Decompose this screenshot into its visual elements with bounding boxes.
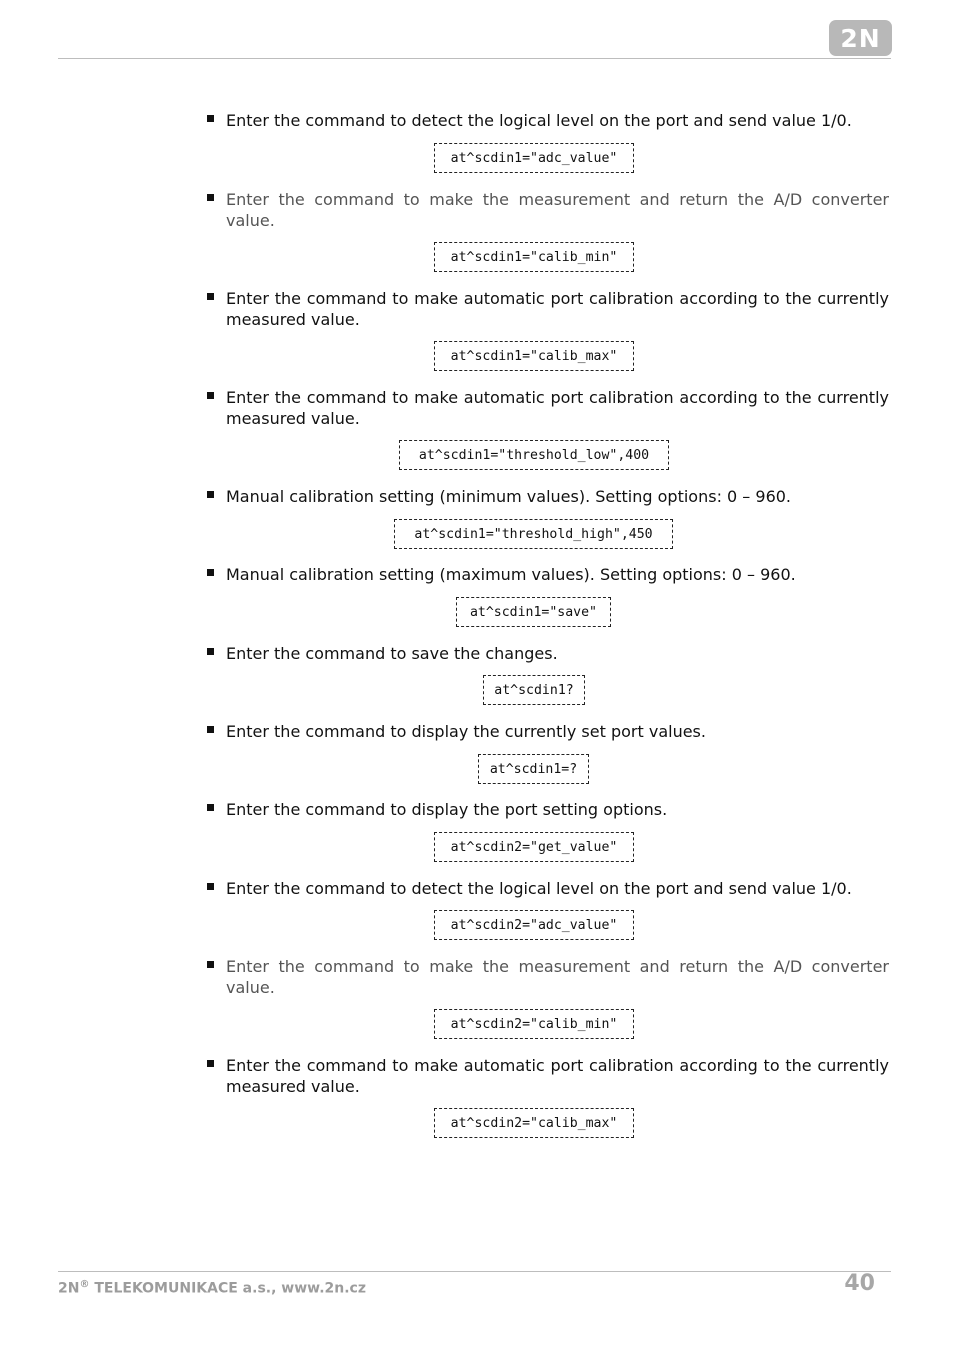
bullet-text: Enter the command to make the measurement and return the A/D converter value. — [226, 190, 889, 230]
command-box: at^scdin1=? — [478, 754, 589, 784]
bullet-marker — [207, 293, 214, 300]
command-box: at^scdin1="threshold_low",400 — [399, 440, 669, 470]
bullet-marker — [207, 1060, 214, 1067]
bullet-marker — [207, 392, 214, 399]
bullet-text: Enter the command to detect the logical level on the port and send value 1/0. — [226, 111, 852, 130]
bullet-text: Enter the command to make automatic port calibration according to the currently measured value. — [226, 1056, 889, 1096]
footer-company — [58, 1279, 366, 1297]
bullet-marker — [207, 569, 214, 576]
bullet-text: Enter the command to make automatic port calibration according to the currently measured value. — [226, 388, 889, 428]
bullet-text: Enter the command to detect the logical level on the port and send value 1/0. — [226, 879, 852, 898]
command-box: at^scdin2="adc_value" — [434, 910, 634, 940]
bullet-text: Enter the command to display the currently set port values. — [226, 722, 706, 741]
page-number: 40 — [844, 1271, 875, 1296]
footer-divider — [58, 1271, 891, 1272]
bullet-text: Enter the command to make the measurement and return the A/D converter value. — [226, 957, 889, 997]
command-box: at^scdin2="get_value" — [434, 832, 634, 862]
command-box: at^scdin2="calib_min" — [434, 1009, 634, 1039]
bullet-text: Manual calibration setting (maximum values). Setting options: 0 – 960. — [226, 565, 796, 584]
command-box: at^scdin1="save" — [456, 597, 611, 627]
logo-text: 2N — [840, 23, 881, 53]
bullet-text: Enter the command to make automatic port calibration according to the currently measured value. — [226, 289, 889, 329]
bullet-marker — [207, 961, 214, 968]
bullet-text: Enter the command to display the port setting options. — [226, 800, 668, 819]
registered-mark: ® — [79, 1279, 90, 1290]
command-box: at^scdin1="calib_min" — [434, 242, 634, 272]
header-divider — [58, 58, 891, 59]
footer-brand: 2N — [58, 1280, 80, 1297]
footer-company-rest: TELEKOMUNIKACE a.s., www.2n.cz — [89, 1280, 366, 1297]
bullet-marker — [207, 491, 214, 498]
bullet-marker — [207, 115, 214, 122]
bullet-marker — [207, 194, 214, 201]
command-box: at^scdin1="adc_value" — [434, 143, 634, 173]
bullet-marker — [207, 648, 214, 655]
bullet-text: Manual calibration setting (minimum values). Setting options: 0 – 960. — [226, 487, 792, 506]
company-logo — [829, 20, 892, 56]
bullet-marker — [207, 883, 214, 890]
command-box: at^scdin1? — [483, 675, 585, 705]
command-box: at^scdin1="calib_max" — [434, 341, 634, 371]
bullet-text: Enter the command to save the changes. — [226, 644, 558, 663]
command-box: at^scdin2="calib_max" — [434, 1108, 634, 1138]
command-box: at^scdin1="threshold_high",450 — [394, 519, 673, 549]
bullet-marker — [207, 804, 214, 811]
bullet-marker — [207, 726, 214, 733]
